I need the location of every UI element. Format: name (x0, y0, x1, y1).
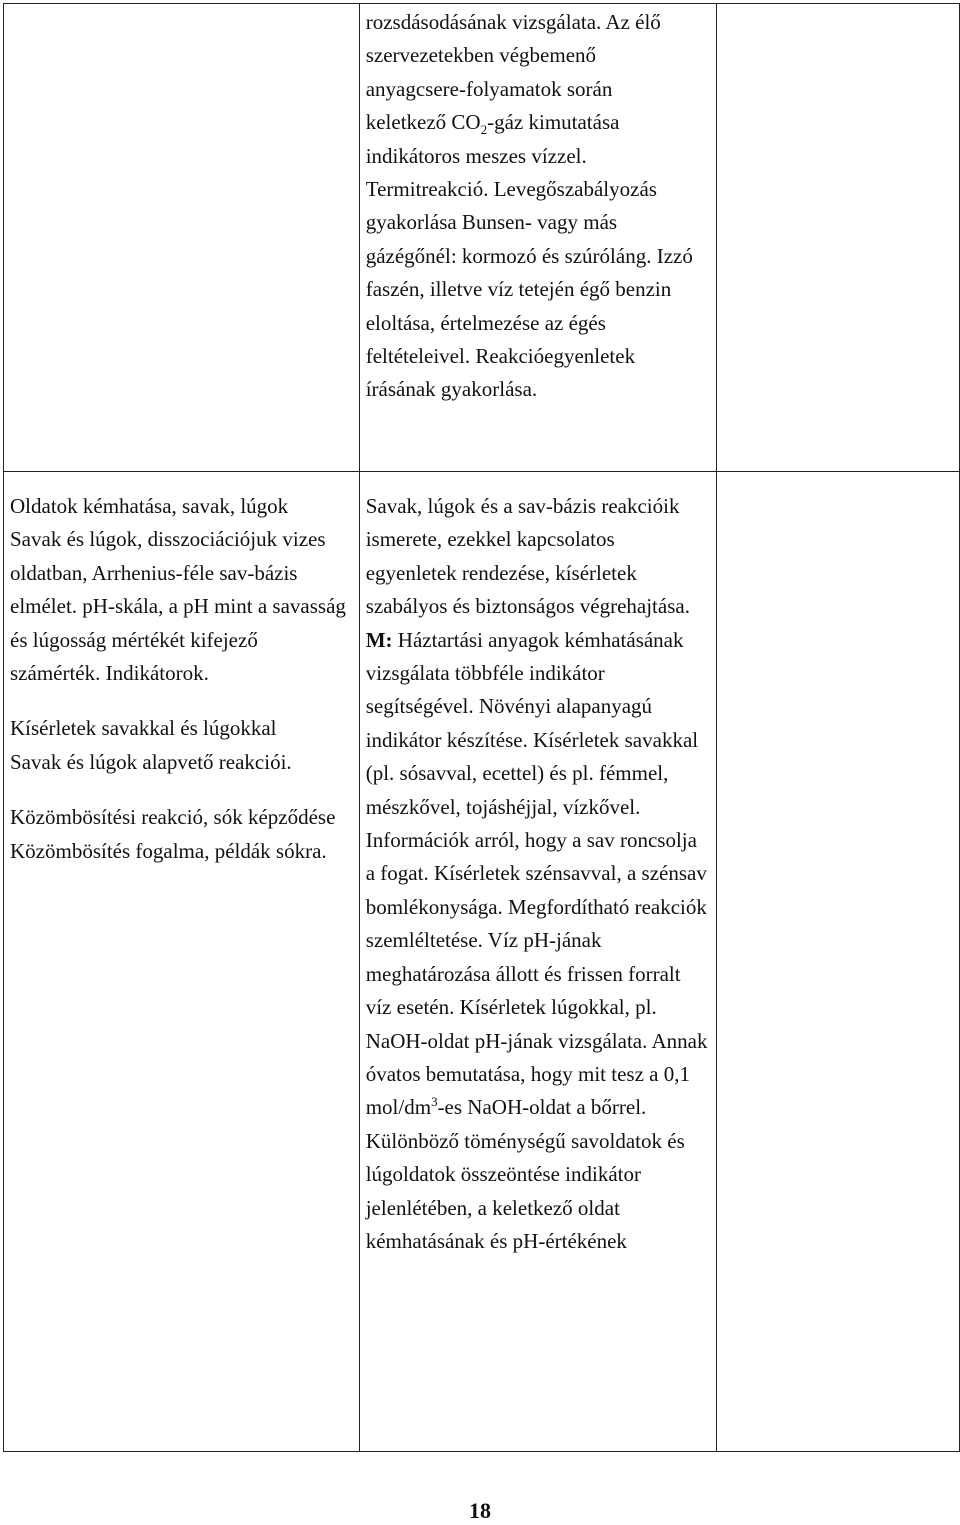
activities-paragraph: Savak, lúgok és a sav-bázis reakcióik ismerete, ezekkel kapcsolatos egyenletek rendezése, kísérletek szabályos és biztonságos végrehajtása. (365, 494, 690, 619)
activities-paragraph: M: Háztartási anyagok kémhatásának vizsgálata többféle indikátor segítségével. Növényi alapanyagú indikátor készítése. Kísérletek savakkal (pl. sósavval, ecettel) és pl. fémmel, mészkővel, tojáshéjjal, vízkővel. Információk arról, hogy a sav roncsolja a fogat. Kísérletek szénsavval, a szénsav bomlékonysága. Megfordítható reakciók szemléltetése. Víz pH-jának meghatározása állott és frissen forralt víz esetén. Kísérletek lúgokkal, pl. NaOH-oldat pH-jának vizsgálata. Annak óvatos bemutatása, hogy mit tesz a 0,1 mol/$dm^3-es$ NaOH-oldat a bőrrel. (365, 627, 708, 1120)
topic-cell (4, 472, 360, 1452)
notes-cell-empty (717, 4, 960, 472)
m-label: M: (365, 627, 393, 652)
activities-text: rozsdásodásának vizsgálata. Az élő szervezetekben végbemenő anyagcsere-folyamatok során keletkező $CO_2$-gáz kimutatása indikátoros meszes vízzel. Termitreakció. Levegőszabályozás gyakorlása Bunsen- vagy más gázégőnél: kormozó és szúróláng. Izzó faszén, illetve víz tetején égő benzin eloltása, értelmezése az égés feltételeivel. Reakcióegyenletek írásának gyakorlása. (365, 10, 693, 402)
page-number: 18 (469, 1498, 491, 1523)
activities-cell (359, 472, 717, 1452)
notes-cell-empty (717, 472, 960, 1452)
activities-paragraph: Különböző töménységű savoldatok és lúgoldatok összeöntése indikátor jelenlétében, a keletkező oldat kémhatásának és pH-értékének (365, 1128, 685, 1253)
topic-cell-empty (4, 4, 360, 472)
table-row (4, 472, 960, 1452)
activities-cell (359, 4, 717, 472)
topic-paragraph: Kísérletek savakkal és lúgokkal Savak és lúgok alapvető reakciói. (10, 716, 292, 774)
table-row (4, 4, 960, 472)
topic-paragraph: Oldatok kémhatása, savak, lúgok Savak és lúgok, disszociációjuk vizes oldatban, Arrhenius-féle sav-bázis elmélet. pH-skála, a pH mint a savasság és lúgosság mértékét kifejező számérték. Indikátorok. (10, 494, 346, 686)
curriculum-table (3, 3, 960, 1452)
topic-paragraph: Közömbösítési reakció, sók képződése Közömbösítés fogalma, példák sókra. (10, 805, 336, 863)
